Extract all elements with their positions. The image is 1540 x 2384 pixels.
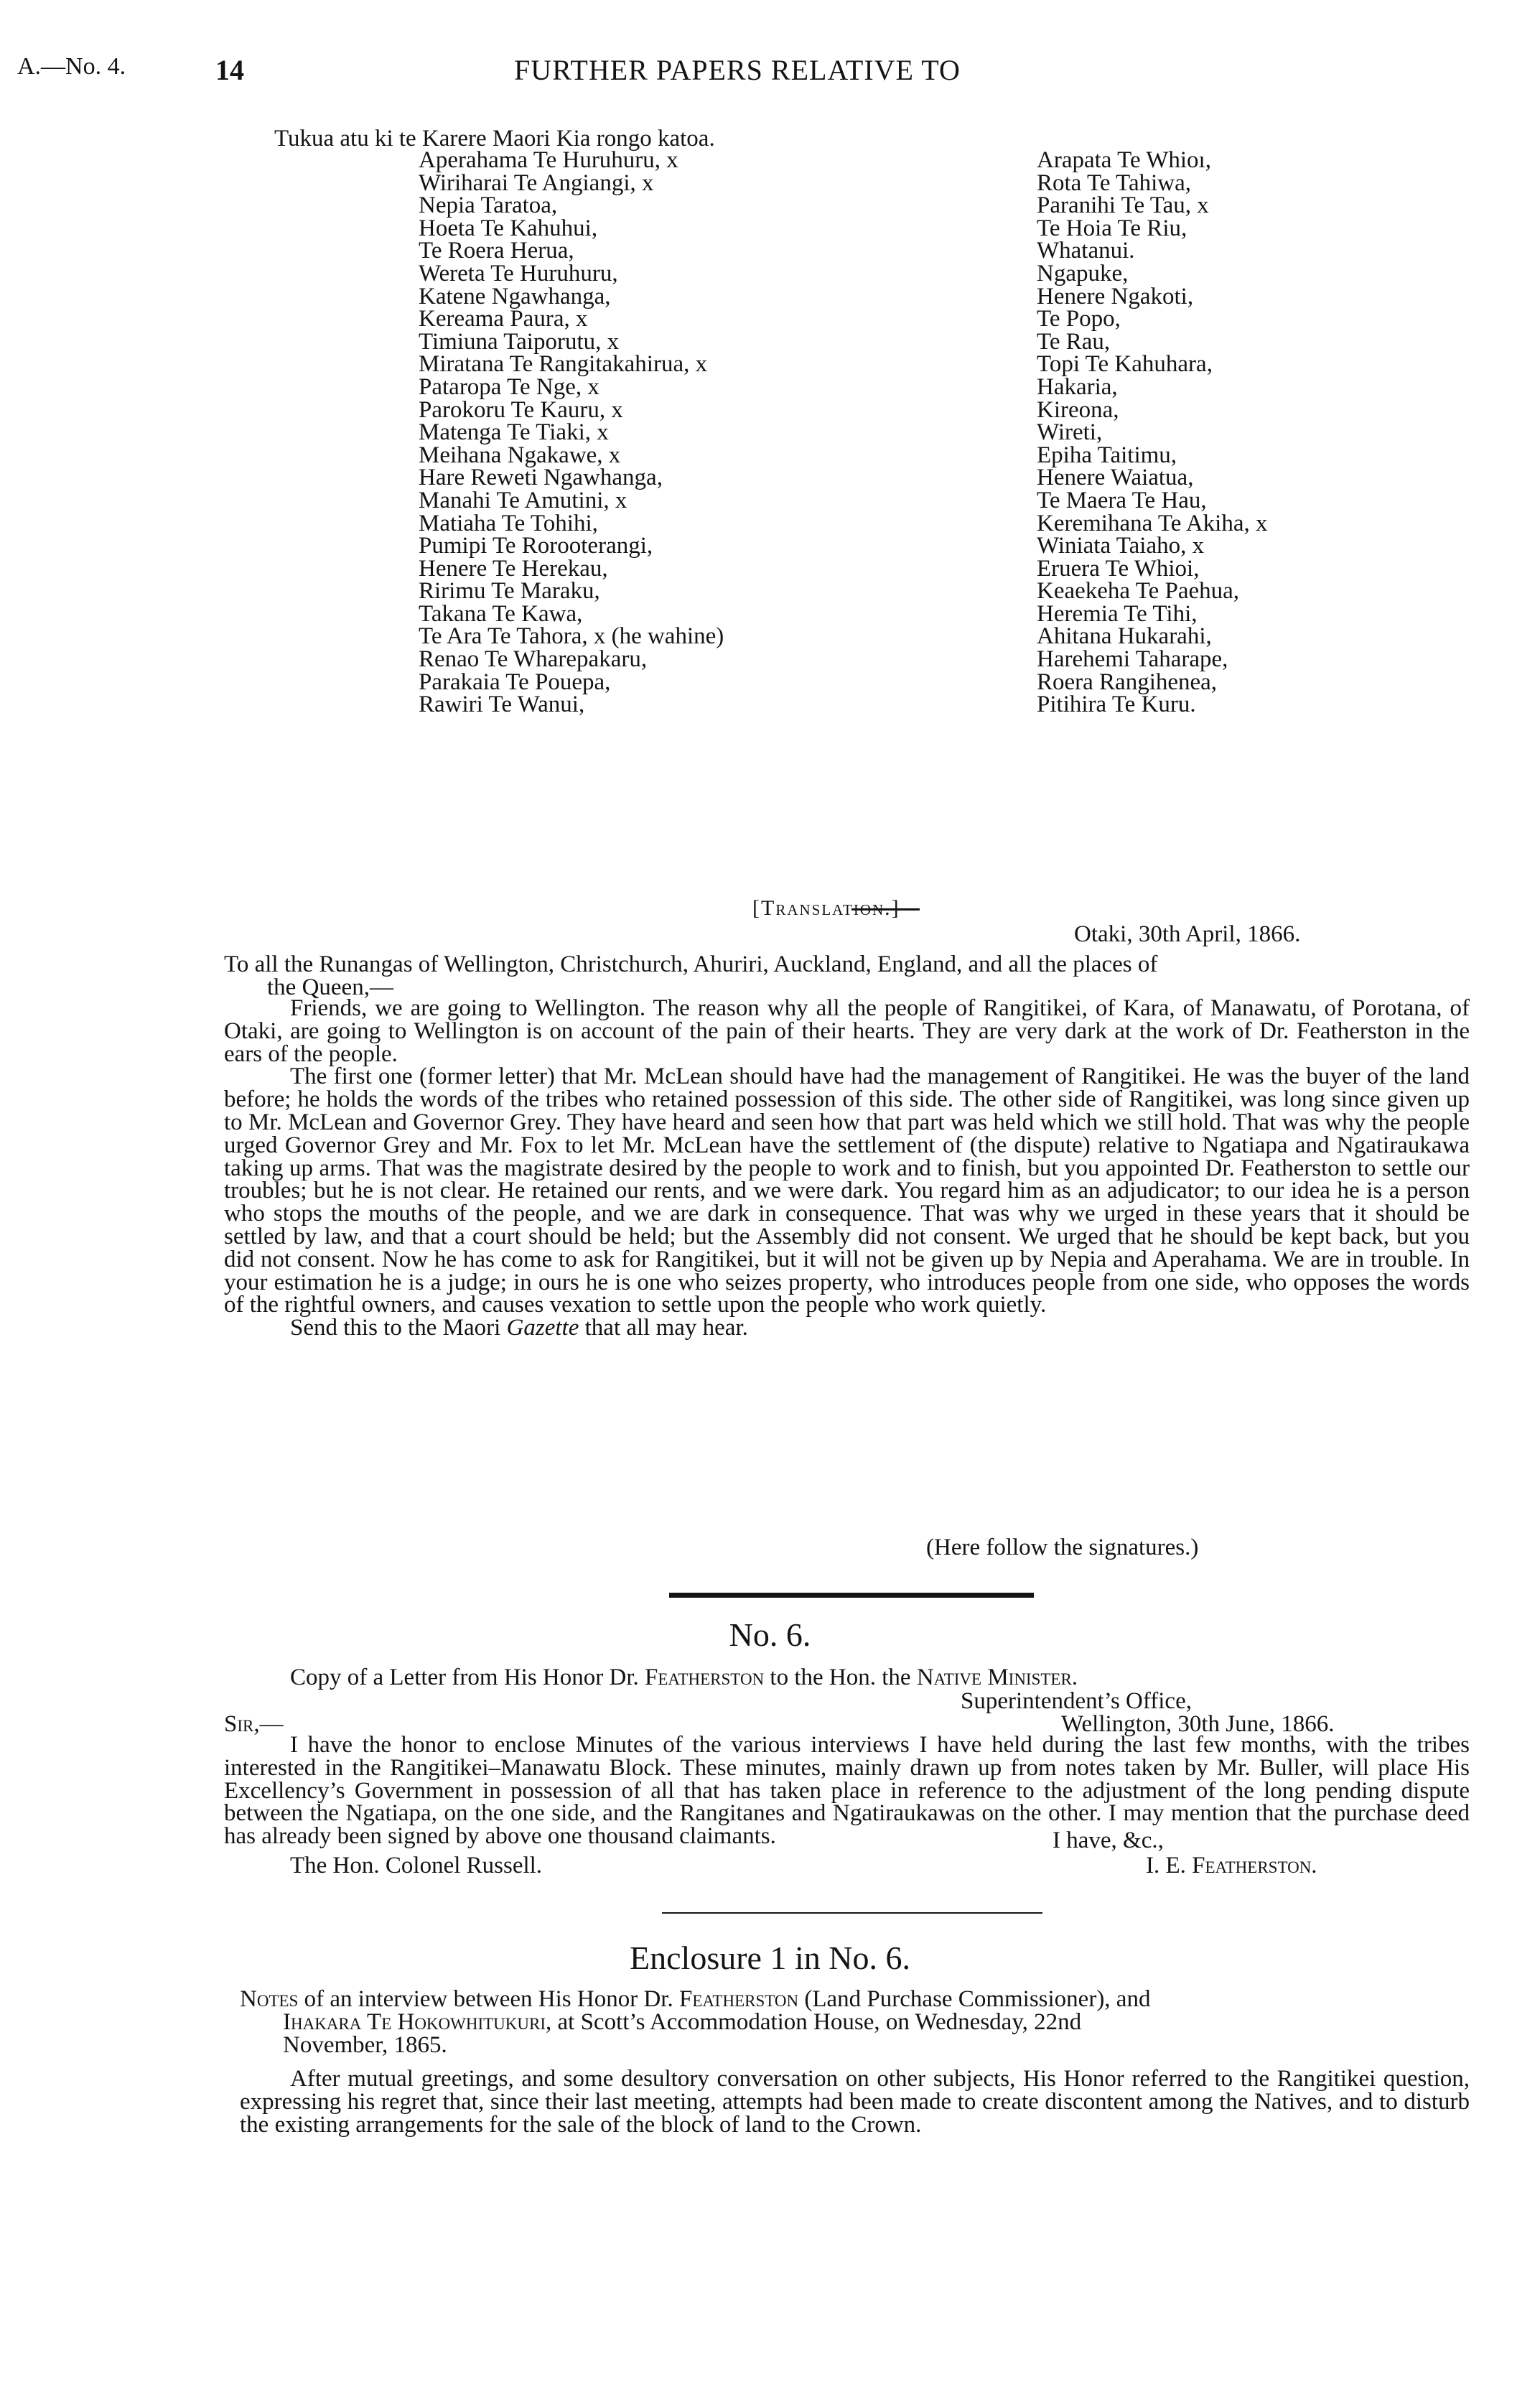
signatory-name: Arapata Te Whioı, [1037, 147, 1211, 173]
signatory-name: Pitihira Te Kuru. [1037, 692, 1196, 718]
gazette-title: Gazette [506, 1315, 579, 1341]
signatory-name: Ahitana Hukarahi, [1037, 623, 1212, 650]
signatory-name: Ngapuke, [1037, 260, 1129, 287]
signatory-name: Heremia Te Tihi, [1037, 600, 1198, 627]
signatory-name: Kireona, [1037, 396, 1119, 423]
letter-address-queen: the Queen,— [267, 974, 393, 1000]
signatory-name: Winiata Taiaho, x [1037, 533, 1205, 559]
translation-body [224, 997, 1470, 1340]
letter-closing: I have, &c., [1053, 1827, 1164, 1853]
section-rule-thick [669, 1593, 1034, 1598]
signatory-name: Te Roera Herua, [419, 238, 574, 264]
signatory-name: Hakaria, [1037, 373, 1118, 400]
signatory-name: Henere Ngakoti, [1037, 283, 1194, 309]
translation-closing: Send this to the Maori Gazette that all may hear. [290, 1315, 748, 1341]
enclosure-notes-line3: November, 1865. [283, 2032, 447, 2058]
signatory-name: Nepia Taratoa, [419, 192, 558, 219]
translation-paragraph: The first one (former letter) that Mr. McLean should have had the management of Rangitikei. He was the buyer of the land before; he holds the words of the tribes who retained possession of this side. The other side of Rangitikei, was long since given up to Mr. McLean and Governor Grey. They have heard and seen how that part was held which we still hold. That was why the people urged Governor Grey and Mr. Fox to let Mr. McLean have the settlement of (the dispute) relative to Ngatiapa and Ngatiraukawa taking up arms. That was the magistrate desired by the people to work and to finish, but you appointed Dr. Featherston to settle our troubles; but he is not clear. He retained our rents, and we were dark. You regard him as an adjudicator; to our idea he is a person who stops the mouths of the people, and we are dark in consequence. That was why we urged in these years that it should be settled by law, and that a court should be held; but the Assembly did not consent. We urged that he should be kept back, but you did not consent. Now he has come to ask for Rangitikei, but it will not be given up by Nepia and Aperahama. We are in trouble. In your estimation he is a judge; in ours he is one who seizes property, who introduces people from one side, who opposes the words of the rightful owners, and causes vexation to settle upon the people who work quietly. [224, 1063, 1470, 1318]
signatory-name: Whatanui. [1037, 238, 1135, 264]
signatory-name: Topi Te Kahuhara, [1037, 351, 1213, 378]
signatory-name: Hare Reweti Ngawhanga, [419, 465, 663, 491]
signatory-name: Keremihana Te Akiha, x [1037, 510, 1268, 536]
signatory-name: Hoeta Te Kahuhui, [419, 215, 598, 241]
signatory-name: Te Rau, [1037, 328, 1111, 355]
signatory-name: Timiuna Taiporutu, x [419, 328, 620, 355]
enclosure-notes-line2: Ihakara Te Hokowhitukuri, at Scott’s Accommodation House, on Wednesday, 22nd [283, 2009, 1082, 2035]
enclosure-body: After mutual greetings, and some desultory conversation on other subjects, His Honor referred to the Rangitikei question, expressing his regret that, since their last meeting, attempts had been made to create discontent among the Natives, and to disturb the existing arrangements for the sale of the block of land to the Crown. [240, 2066, 1470, 2138]
letter-office: Superintendent’s Office, [961, 1688, 1192, 1714]
letter-body: I have the honor to enclose Minutes of the various interviews I have held during the last few months, with the tribes interested in the Rangitikei–Manawatu Block. These minutes, mainly drawn up from notes taken by Mr. Buller, will place His Excellency’s Government in possession of all that has taken place in reference to the adjustment of the long pending dispute between the Ngatiapa, on the one side, and the Rangitanes and Ngatiraukawas on the other. I may mention that the purchase deed has already been signed by above one thousand claimants. [224, 1732, 1470, 1850]
signatory-name: Wiriharai Te Angiangi, x [419, 169, 654, 196]
letter-signature: I. E. Featherston. [1146, 1853, 1317, 1878]
translation-paragraph: Friends, we are going to Wellington. The reason why all the people of Rangitikei, of Kara, of Manawatu, of Porotana, of Otaki, are going to Wellington is on account of the pain of their hearts. They are very dark at the work of Dr. Featherston in the ears of the people. [224, 995, 1470, 1067]
signatory-name: Parakaia Te Pouepa, [419, 669, 611, 695]
document-reference: A.—No. 4. [17, 53, 126, 80]
section-heading-no6: No. 6. [729, 1616, 811, 1653]
signatory-name: Henere Waiatua, [1037, 465, 1194, 491]
signatory-name: Eruera Te Whioi, [1037, 555, 1200, 582]
signatures-note: (Here follow the signatures.) [926, 1535, 1199, 1560]
letter-address-line: To all the Runangas of Wellington, Christchurch, Ahuriri, Auckland, England, and all the places of [224, 951, 1158, 977]
signatory-name: Meihana Ngakawe, x [419, 442, 621, 468]
signatory-name: Wereta Te Huruhuru, [419, 260, 618, 287]
signatory-name: Henere Te Herekau, [419, 555, 608, 582]
signatory-name: Parokoru Te Kauru, x [419, 396, 623, 423]
signatory-name: Katene Ngawhanga, [419, 283, 611, 309]
signatory-name: Matiaha Te Tohihi, [419, 510, 598, 536]
signatory-name: Te Maera Te Hau, [1037, 487, 1207, 513]
letter-place-date: Otaki, 30th April, 1866. [1074, 921, 1301, 947]
signatures-right-column [1037, 149, 1267, 717]
signatory-name: Takana Te Kawa, [419, 600, 583, 627]
letter-copy-line: Copy of a Letter from His Honor Dr. Featherston to the Hon. the Native Minister. [290, 1664, 1078, 1690]
section-rule-thin [662, 1912, 1042, 1914]
signatory-name: Harehemi Taharape, [1037, 646, 1228, 673]
signatory-name: Rawiri Te Wanui, [419, 692, 585, 718]
signatory-name: Ririmu Te Maraku, [419, 578, 600, 605]
signatory-name: Te Hoia Te Riu, [1037, 215, 1187, 241]
signatory-name: Kereama Paura, x [419, 306, 588, 332]
section-heading-enclosure: Enclosure 1 in No. 6. [630, 1940, 910, 1976]
signatory-name: Manahi Te Amutini, x [419, 487, 627, 513]
translation-label: [Translation.] [752, 896, 900, 920]
letter-salutation: Sir,— [224, 1711, 284, 1737]
signatory-name: Pumipi Te Rorooterangi, [419, 533, 653, 559]
signatory-name: Wireti, [1037, 419, 1103, 446]
signatures-left-column [419, 149, 724, 717]
signatory-name: Keaekeha Te Paehua, [1037, 578, 1240, 605]
signatory-name: Te Popo, [1037, 306, 1121, 332]
signatory-name: Epiha Taitimu, [1037, 442, 1177, 468]
signatory-name: Rota Te Tahiwa, [1037, 169, 1192, 196]
signatory-name: Roera Rangihenea, [1037, 669, 1218, 695]
enclosure-notes-line1: Notes of an interview between His Honor Dr. Featherston (Land Purchase Commissioner), and [240, 1986, 1151, 2012]
maori-send-line: Tukua atu ki te Karere Maori Kia rongo katoa. [274, 126, 715, 152]
signatory-name: Pataropa Te Nge, x [419, 373, 599, 400]
signatory-name: Te Ara Te Tahora, x (he wahine) [419, 623, 724, 650]
signatory-name: Matenga Te Tiaki, x [419, 419, 609, 446]
running-title: FURTHER PAPERS RELATIVE TO [514, 54, 961, 86]
signatory-name: Aperahama Te Huruhuru, x [419, 147, 678, 173]
page-number: 14 [215, 54, 244, 86]
signatory-name: Renao Te Wharepakaru, [419, 646, 648, 673]
signatory-name: Paranihi Te Tau, x [1037, 192, 1209, 219]
signatory-name: Miratana Te Rangitakahirua, x [419, 351, 708, 378]
letter-addressee: The Hon. Colonel Russell. [290, 1853, 543, 1878]
letter-office-date: Wellington, 30th June, 1866. [1061, 1711, 1335, 1737]
